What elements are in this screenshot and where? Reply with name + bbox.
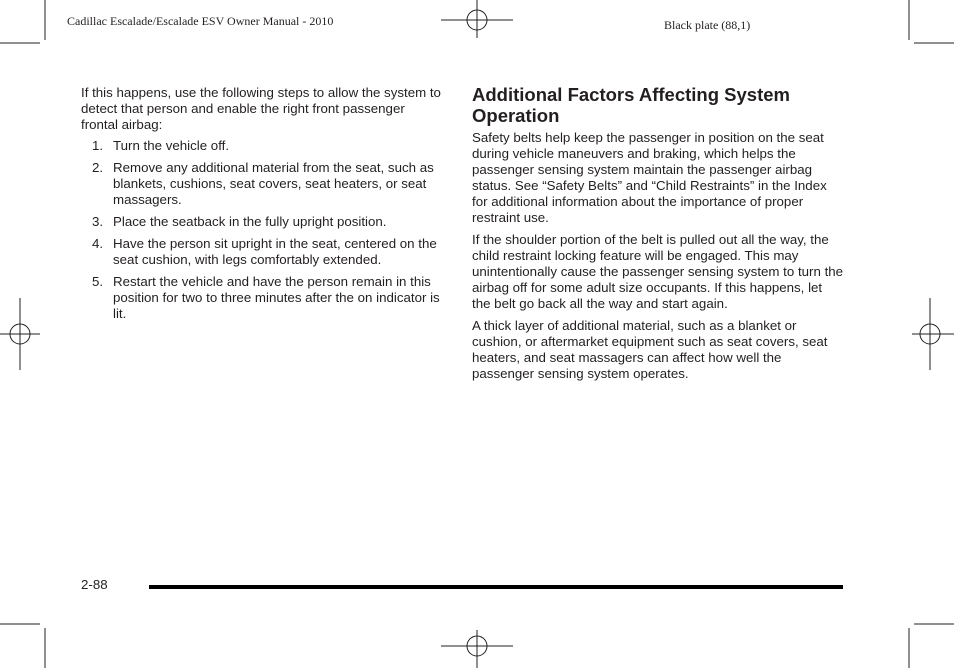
list-item xyxy=(81,214,441,230)
step-number: 5. xyxy=(92,274,104,289)
registration-target-bottom xyxy=(441,630,513,668)
body-paragraph: Safety belts help keep the passenger in position on the seat during vehicle maneuvers and braking, which helps the passenger sensing system maintain the passenger airbag status. See “Safety Belts” and “Child Restraints” in the Index for additional information about the importance of proper restraint use. xyxy=(472,130,827,225)
manual-title: Cadillac Escalade/Escalade ESV Owner Manual - 2010 xyxy=(67,14,334,28)
plate-label: Black plate (88,1) xyxy=(664,18,751,32)
step-number: 1. xyxy=(92,138,104,153)
list-item xyxy=(81,274,441,322)
list-item xyxy=(81,138,441,154)
step-text: Place the seatback in the fully upright position. xyxy=(113,214,387,229)
intro-paragraph: If this happens, use the following steps to allow the system to detect that person and enable the right front passenger frontal airbag: xyxy=(81,85,441,132)
left-column xyxy=(81,85,441,328)
step-text: Remove any additional material from the seat, such as blankets, cushions, seat covers, seat heaters, or seat massagers. xyxy=(113,160,434,207)
step-text: Have the person sit upright in the seat, centered on the seat cushion, with legs comfortably extended. xyxy=(113,236,437,267)
body-paragraph: If the shoulder portion of the belt is pulled out all the way, the child restraint locking feature will be engaged. This may unintentionally cause the passenger sensing system to turn the airbag off for some adult size occupants. If this happens, let the belt go back all the way and start again. xyxy=(472,232,844,311)
step-number: 2. xyxy=(92,160,104,175)
steps-list xyxy=(81,138,441,322)
registration-target-left xyxy=(0,298,40,370)
list-item xyxy=(81,236,441,268)
right-column xyxy=(472,84,844,388)
step-number: 4. xyxy=(92,236,104,251)
body-paragraph: A thick layer of additional material, such as a blanket or cushion, or aftermarket equipment such as seat covers, seat heaters, and seat massagers can affect how well the passenger sensing system operates. xyxy=(472,318,828,381)
registration-target-top xyxy=(441,0,513,38)
list-item xyxy=(81,160,441,208)
registration-target-right xyxy=(912,298,954,370)
footer-rule xyxy=(149,585,843,589)
step-text: Restart the vehicle and have the person remain in this position for two to three minutes after the on indicator is lit. xyxy=(113,274,440,321)
step-text: Turn the vehicle off. xyxy=(113,138,230,153)
page-number: 2-88 xyxy=(81,577,108,592)
step-number: 3. xyxy=(92,214,104,229)
section-heading: Additional Factors Affecting System Operation xyxy=(472,84,790,126)
